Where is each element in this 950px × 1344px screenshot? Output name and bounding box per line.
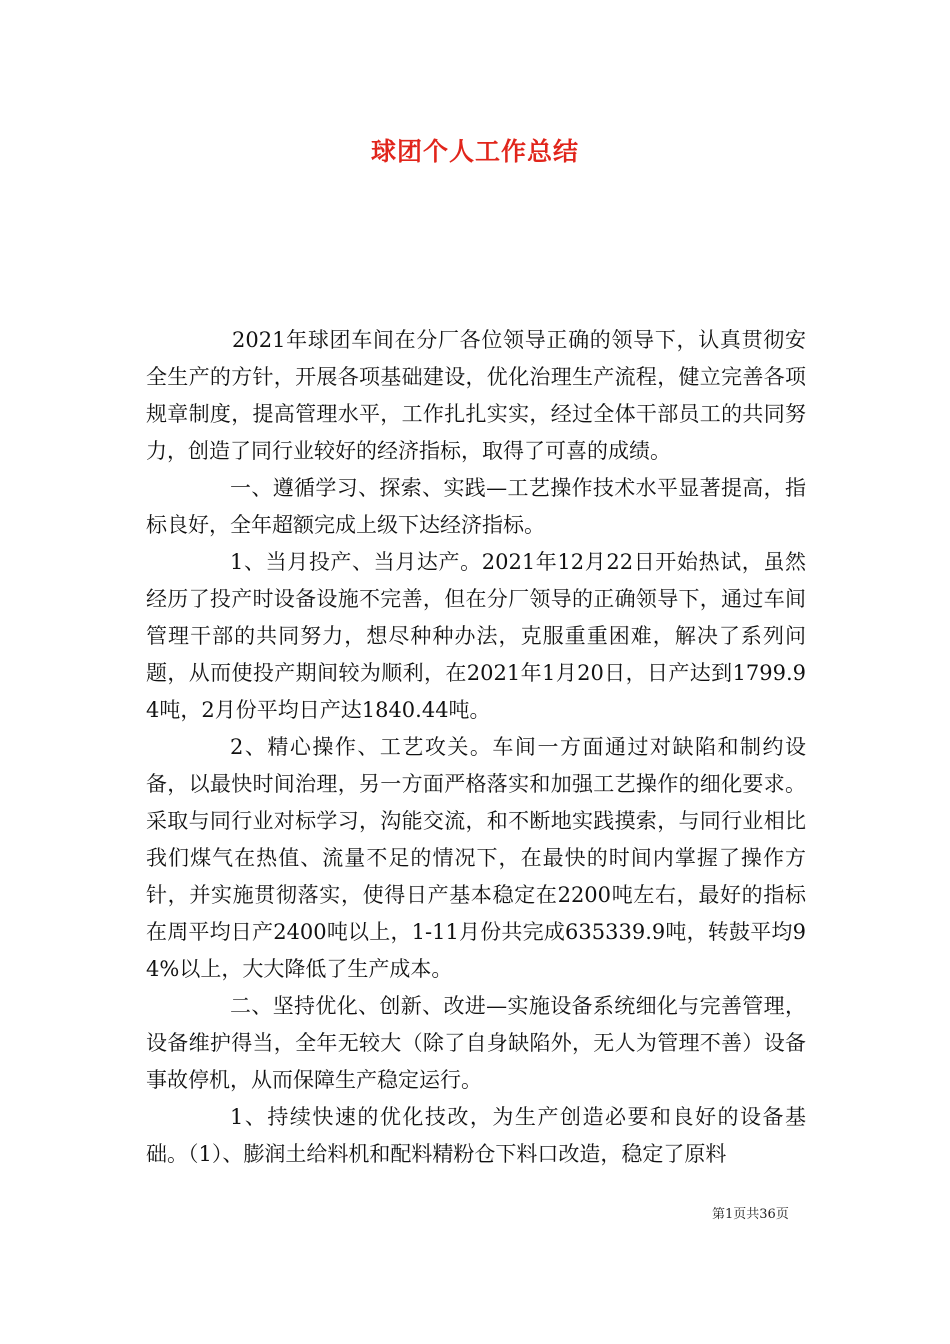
paragraph: 1、当月投产、当月达产。2021年12月22日开始热试，虽然经历了投产时设备设施不完善，但在分厂领导的正确领导下，通过车间管理干部的共同努力，想尽种种办法，克服重重困难，解决了系列问题，从而使投产期间较为顺利，在2021年1月20日，日产达到1799.94吨，2月份平均日产达1840.44吨。 bbox=[146, 550, 806, 722]
document-title: 球团个人工作总结 bbox=[370, 137, 579, 166]
paragraph: 2021年球团车间在分厂各位领导正确的领导下，认真贯彻安全生产的方针，开展各项基础建设，优化治理生产流程，健立完善各项规章制度，提高管理水平，工作扎扎实实，经过全体干部员工的共同努力，创造了同行业较好的经济指标，取得了可喜的成绩。 bbox=[146, 328, 806, 463]
document-body bbox=[146, 322, 806, 1173]
paragraph: 二、坚持优化、创新、改进—实施设备系统细化与完善管理，设备维护得当，全年无较大（除了自身缺陷外，无人为管理不善）设备事故停机，从而保障生产稳定运行。 bbox=[146, 994, 806, 1092]
page-number: 第1页共36页 bbox=[712, 1207, 789, 1222]
paragraph: 1、持续快速的优化技改，为生产创造必要和良好的设备基础。（1）、膨润土给料机和配料精粉仓下料口改造，稳定了原料 bbox=[146, 1105, 806, 1166]
paragraph: 2、精心操作、工艺攻关。车间一方面通过对缺陷和制约设备，以最快时间治理，另一方面严格落实和加强工艺操作的细化要求。采取与同行业对标学习，沟能交流，和不断地实践摸索，与同行业相比我们煤气在热值、流量不足的情况下，在最快的时间内掌握了操作方针，并实施贯彻落实，使得日产基本稳定在2200吨左右，最好的指标在周平均日产2400吨以上，1-11月份共完成635339.9吨，转鼓平均94%以上，大大降低了生产成本。 bbox=[146, 735, 806, 981]
paragraph: 一、遵循学习、探索、实践—工艺操作技术水平显著提高，指标良好，全年超额完成上级下达经济指标。 bbox=[146, 476, 806, 537]
